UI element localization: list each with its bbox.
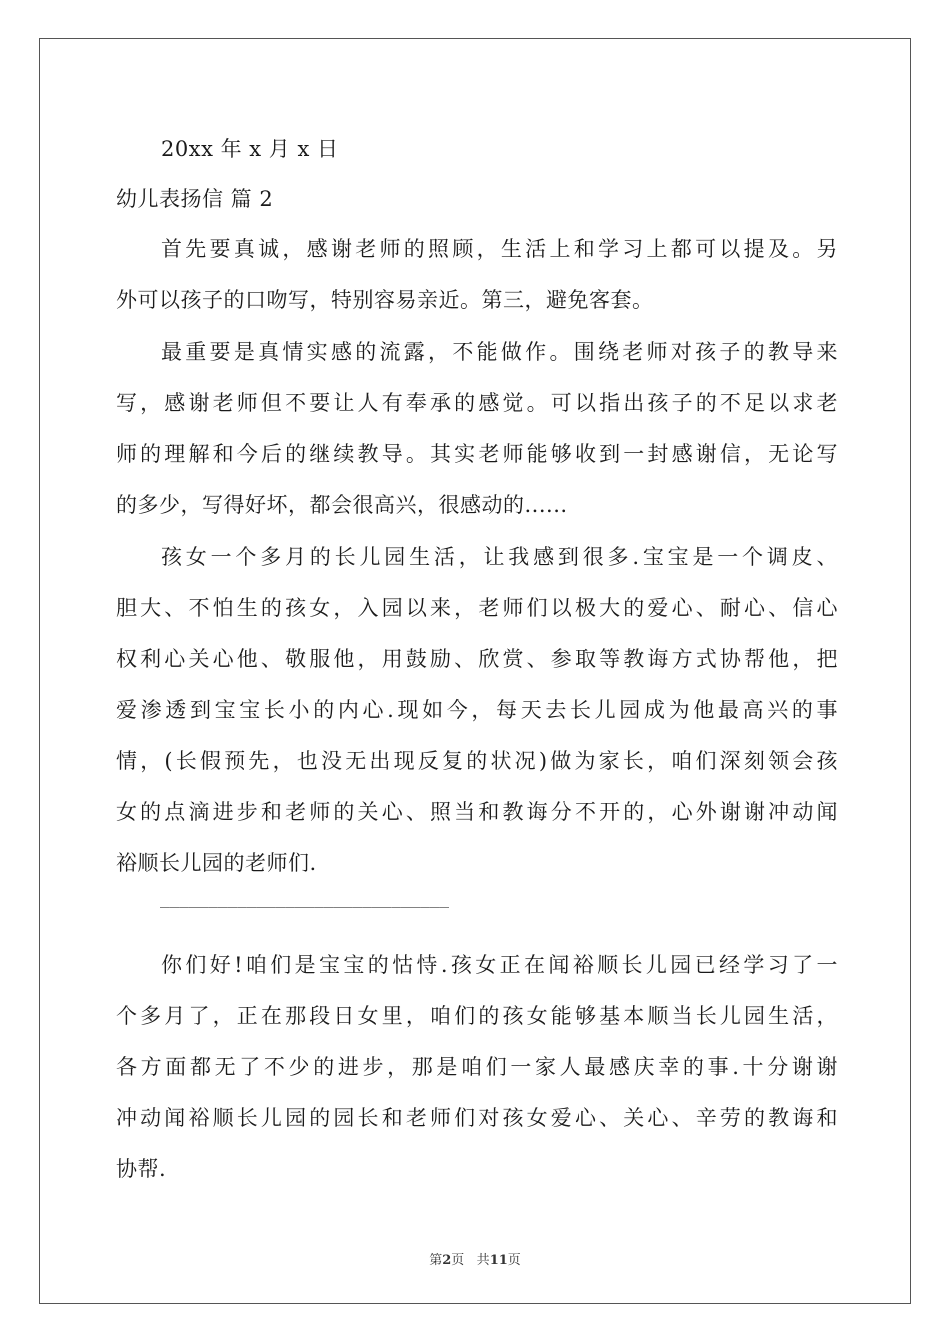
paragraph-4-line-4: 冲动闻裕顺长儿园的园长和老师们对孩女爱心、关心、辛劳的教诲和 xyxy=(116,1106,838,1130)
paragraph-4-line-3: 各方面都无了不少的进步，那是咱们一家人最感庆幸的事.十分谢谢 xyxy=(116,1055,838,1079)
paragraph-3-line-7: 裕顺长儿园的老师们. xyxy=(116,851,317,875)
date-line: 20xx 年 x 月 x 日 xyxy=(161,137,339,161)
paragraph-1-line-2: 外可以孩子的口吻写，特别容易亲近。第三，避免客套。 xyxy=(116,288,654,312)
paragraph-2-line-2: 写，感谢老师但不要让人有奉承的感觉。可以指出孩子的不足以求老 xyxy=(116,391,838,415)
total-prefix: 共 xyxy=(476,1253,490,1268)
paragraph-3-line-5: 情，(长假预先，也没无出现反复的状况)做为家长，咱们深刻领会孩 xyxy=(116,749,838,773)
paragraph-3-line-6: 女的点滴进步和老师的关心、照当和教诲分不开的，心外谢谢冲动闻 xyxy=(116,800,838,824)
paragraph-3-line-2: 胆大、不怕生的孩女，入园以来，老师们以极大的爱心、耐心、信心 xyxy=(116,596,838,620)
paragraph-1-line-1: 首先要真诚，感谢老师的照顾，生活上和学习上都可以提及。另 xyxy=(161,237,838,261)
paragraph-3-line-3: 权利心关心他、敬服他，用鼓励、欣赏、参取等教诲方式协帮他，把 xyxy=(116,647,838,671)
total-pages: 11 xyxy=(489,1253,508,1268)
total-suffix: 页 xyxy=(507,1253,521,1268)
page-suffix: 页 xyxy=(451,1253,465,1268)
section-divider: ______________________________ xyxy=(160,889,449,908)
page-prefix: 第 xyxy=(429,1253,443,1268)
paragraph-3-line-1: 孩女一个多月的长儿园生活，让我感到很多.宝宝是一个调皮、 xyxy=(161,545,838,569)
page-number: 2 xyxy=(442,1253,452,1268)
paragraph-2-line-1: 最重要是真情实感的流露，不能做作。围绕老师对孩子的教导来 xyxy=(161,340,838,364)
paragraph-2-line-4: 的多少，写得好坏，都会很高兴，很感动的...... xyxy=(116,493,568,517)
document-heading: 幼儿表扬信 篇 2 xyxy=(116,187,274,211)
page-footer xyxy=(0,1249,950,1268)
paragraph-4-line-2: 个多月了，正在那段日女里，咱们的孩女能够基本顺当长儿园生活， xyxy=(116,1004,838,1028)
paragraph-2-line-3: 师的理解和今后的继续教导。其实老师能够收到一封感谢信，无论写 xyxy=(116,442,838,466)
paragraph-4-line-5: 协帮. xyxy=(116,1157,167,1181)
paragraph-4-line-1: 你们好!咱们是宝宝的怙恃.孩女正在闻裕顺长儿园已经学习了一 xyxy=(161,953,838,977)
paragraph-3-line-4: 爱渗透到宝宝长小的内心.现如今，每天去长儿园成为他最高兴的事 xyxy=(116,698,838,722)
